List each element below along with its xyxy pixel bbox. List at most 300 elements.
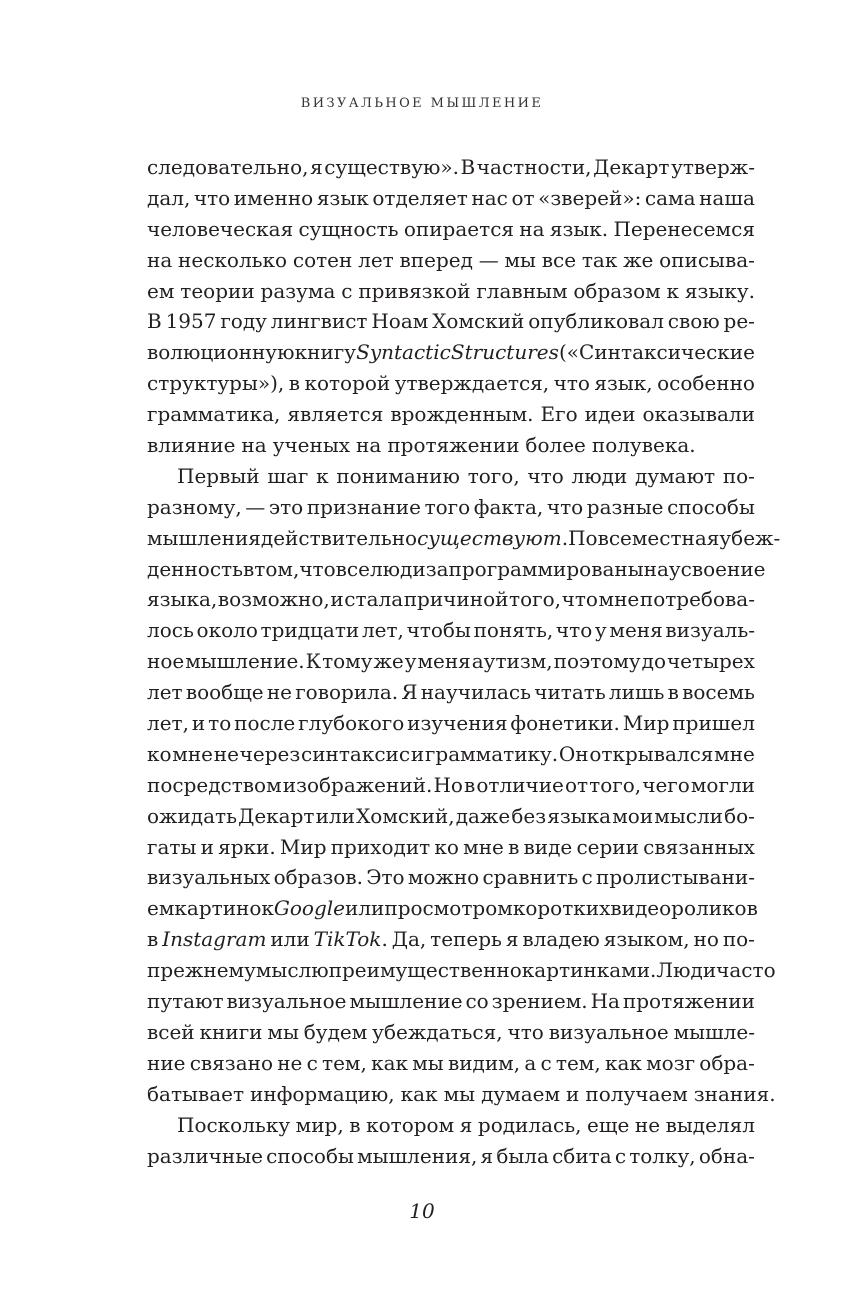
word: поэтому: [553, 649, 641, 674]
word: ное: [147, 649, 185, 674]
word: лось: [147, 618, 194, 643]
word: привязкой: [358, 278, 471, 303]
text-line: [147, 183, 755, 214]
text-line: [147, 1110, 755, 1141]
word: что: [555, 618, 593, 643]
word: Мир: [279, 834, 327, 859]
word: изучения: [407, 711, 508, 736]
word: книгу: [294, 340, 357, 365]
word: как: [371, 1050, 409, 1075]
word: способы: [266, 1143, 354, 1168]
word: языка: [547, 803, 612, 828]
text-line: [147, 1048, 755, 1079]
word: часто: [716, 958, 776, 983]
word: ем: [147, 896, 175, 921]
text-line: [147, 955, 776, 986]
word: люди: [571, 463, 628, 488]
word: не: [634, 1112, 661, 1137]
word: мозг: [646, 1050, 696, 1075]
word: протяжении: [387, 433, 520, 458]
word: в: [288, 371, 300, 396]
word: грамматику.: [424, 741, 559, 766]
word: обра-: [699, 1050, 755, 1075]
word: толку,: [629, 1143, 696, 1168]
word: сама: [644, 185, 696, 210]
word: сравнить: [482, 865, 579, 890]
word: виде: [523, 834, 573, 859]
word: Повсеместная: [568, 525, 720, 550]
word: мне: [598, 587, 640, 612]
word: и: [330, 587, 344, 612]
word: действительно: [260, 525, 418, 550]
word: запрограммированы: [425, 556, 644, 581]
word: я: [505, 927, 519, 952]
word: с: [614, 1143, 627, 1168]
word: мне: [172, 741, 214, 766]
word: убеждаться,: [372, 1019, 503, 1044]
word: понять,: [473, 618, 554, 643]
word: пришел: [672, 711, 755, 736]
word: же: [623, 247, 654, 272]
word: от: [511, 185, 535, 210]
word: приходит: [330, 834, 431, 859]
word: думают: [635, 463, 716, 488]
word: врожденным.: [390, 402, 534, 427]
word: серии: [576, 834, 639, 859]
word: открывался: [589, 741, 714, 766]
word: путают: [147, 989, 224, 1014]
word: мне: [714, 741, 755, 766]
word: язык,: [594, 371, 653, 396]
word: чтобы: [406, 618, 471, 643]
word: того,: [589, 772, 642, 797]
word: сотен: [292, 247, 353, 272]
text-line: [147, 492, 755, 523]
word: разума: [260, 278, 336, 303]
text-line: [147, 986, 755, 1017]
word: особенно: [657, 371, 755, 396]
word: теории: [180, 278, 255, 303]
word: Google: [273, 896, 345, 921]
word: Он: [558, 741, 589, 766]
text-line: [147, 214, 755, 245]
text-line: [147, 646, 755, 677]
word: зрением.: [491, 989, 588, 1014]
word: в: [464, 772, 476, 797]
word: 1957: [165, 309, 217, 334]
word: связано: [189, 1050, 273, 1075]
word: без: [511, 803, 547, 828]
word: грамматика,: [147, 402, 281, 427]
word: опубликовал: [528, 309, 664, 334]
word: на: [519, 216, 545, 241]
text-line: [147, 677, 755, 708]
word: оказывали: [642, 402, 755, 427]
word: научилась: [420, 680, 532, 705]
word: дал,: [147, 185, 191, 210]
word: Первый: [177, 463, 260, 488]
text-line: [147, 245, 755, 276]
word: Syntactic: [356, 340, 451, 365]
word: убеж-: [719, 525, 781, 550]
word: На: [590, 989, 620, 1014]
word: мы: [504, 247, 536, 272]
word: усвоение: [668, 556, 766, 581]
text-line: [147, 337, 755, 368]
word: через: [239, 741, 301, 766]
word: выделял: [665, 1112, 755, 1137]
text-line: [147, 306, 755, 337]
word: пролистывани-: [596, 865, 755, 890]
word: гаты: [147, 834, 197, 859]
text-line: [147, 276, 755, 307]
word: тому: [322, 649, 373, 674]
text-line: [147, 554, 766, 585]
word: прежнему: [147, 958, 256, 983]
text-line: [147, 893, 758, 924]
word: опирается: [403, 216, 515, 241]
word: преимущественно: [328, 958, 522, 983]
word: от: [564, 772, 589, 797]
word: визуаль-: [665, 618, 755, 643]
word: то: [208, 711, 232, 736]
word: разные: [586, 494, 664, 519]
word: картинками.: [521, 958, 657, 983]
word: не: [266, 680, 292, 705]
word: все: [541, 247, 577, 272]
word: что: [546, 494, 584, 519]
word: я: [310, 155, 323, 179]
word: в: [508, 834, 520, 859]
word: мир,: [295, 1112, 344, 1137]
word: К: [305, 649, 322, 674]
word: визуальных: [147, 865, 271, 890]
word: В: [460, 155, 476, 179]
word: а: [524, 1050, 537, 1075]
word: же: [373, 649, 404, 674]
word: лет: [147, 680, 183, 705]
word: того,: [509, 587, 562, 612]
text-line: [147, 862, 755, 893]
word: думаем: [481, 1081, 561, 1106]
word: теперь: [430, 927, 502, 952]
word: мы: [443, 1081, 476, 1106]
word: мы: [412, 1050, 444, 1075]
word: языка,: [147, 587, 218, 612]
word: к: [666, 278, 680, 303]
word: ем: [147, 278, 175, 303]
word: на: [356, 433, 382, 458]
word: лишь: [608, 680, 665, 705]
text-line: [147, 461, 755, 492]
word: но: [693, 927, 719, 952]
word: в: [147, 927, 159, 952]
word: —: [478, 247, 499, 272]
word: после: [234, 711, 296, 736]
word: восемь: [682, 680, 755, 705]
word: —: [245, 494, 266, 519]
word: вообще: [185, 680, 264, 705]
word: на: [147, 247, 173, 272]
word: с: [581, 865, 593, 890]
word: что: [553, 371, 590, 396]
word: знания.: [693, 1081, 776, 1106]
word: Декарт: [238, 803, 315, 828]
word: различные: [147, 1143, 263, 1168]
word: мне: [463, 834, 504, 859]
word: вперед: [399, 247, 473, 272]
word: бо-: [724, 803, 755, 828]
word: сущность: [298, 216, 399, 241]
word: главным: [476, 278, 568, 303]
word: признание: [306, 494, 421, 519]
word: денность: [147, 556, 244, 581]
word: или: [315, 803, 355, 828]
word: со: [465, 989, 489, 1014]
word: образом: [573, 278, 661, 303]
word: была: [496, 1143, 549, 1168]
word: разному,: [147, 494, 242, 519]
word: человеческая: [147, 216, 294, 241]
word: Structures: [450, 340, 559, 365]
text-line: [147, 615, 755, 646]
word: («Синтаксические: [559, 340, 755, 365]
word: ко: [434, 834, 459, 859]
word: мы: [267, 1019, 299, 1044]
word: котором: [366, 1112, 455, 1137]
word: факта,: [473, 494, 544, 519]
text-line: [147, 1017, 755, 1048]
word: полувека.: [591, 433, 696, 458]
word: по-: [722, 463, 755, 488]
word: идеи: [584, 402, 636, 427]
word: более: [525, 433, 586, 458]
word: ко: [147, 741, 172, 766]
text-line: [147, 1141, 755, 1172]
word: мышление: [349, 989, 463, 1014]
running-head: ВИЗУАЛЬНОЕ МЫШЛЕНИЕ: [300, 96, 544, 111]
word: глубокого: [298, 711, 405, 736]
word: лет,: [361, 618, 404, 643]
word: это: [268, 494, 304, 519]
word: фонетики.: [510, 711, 620, 736]
word: свою: [667, 309, 720, 334]
word: мышление.: [185, 649, 305, 674]
word: Это: [366, 865, 405, 890]
word: Хомский: [432, 309, 525, 334]
word: что: [527, 463, 564, 488]
word: существую».: [324, 155, 459, 179]
word: всей: [147, 1019, 195, 1044]
text-line: [147, 832, 755, 863]
word: меня: [417, 649, 471, 674]
word: я: [480, 1143, 494, 1168]
word: не: [277, 1050, 303, 1075]
word: связанных: [643, 834, 755, 859]
word: родилась,: [477, 1112, 582, 1137]
word: ожидать: [147, 803, 237, 828]
word: утверждается,: [394, 371, 550, 396]
word: языку.: [684, 278, 755, 303]
word: изображений.: [282, 772, 433, 797]
word: у: [404, 649, 417, 674]
text-line: [147, 924, 755, 955]
word: не: [213, 741, 239, 766]
word: владею: [522, 927, 600, 952]
word: В: [147, 309, 162, 334]
word: пониманию: [336, 463, 460, 488]
word: того,: [467, 463, 520, 488]
word: описыва-: [659, 247, 755, 272]
word: в: [349, 1112, 361, 1137]
word: мышления: [147, 525, 261, 550]
word: картинок: [174, 896, 274, 921]
word: что: [507, 1019, 544, 1044]
word: видим,: [447, 1050, 521, 1075]
word: язык.: [549, 216, 609, 241]
word: ре-: [723, 309, 755, 334]
word: с: [540, 1050, 552, 1075]
word: причиной: [403, 587, 509, 612]
word: Но: [433, 772, 463, 797]
word: том,: [254, 556, 300, 581]
word: тридцати: [260, 618, 360, 643]
text-line: [147, 430, 755, 461]
text-line: [147, 770, 755, 801]
word: чего: [642, 772, 690, 797]
word: сбита: [552, 1143, 612, 1168]
word: отличие: [476, 772, 564, 797]
text-line: [147, 368, 755, 399]
text-line: [147, 523, 781, 554]
word: лет: [358, 247, 394, 272]
word: читать: [534, 680, 606, 705]
word: посредством: [147, 772, 282, 797]
page-number: 10: [409, 1199, 435, 1223]
word: и: [191, 711, 206, 736]
word: именно: [233, 185, 314, 210]
word: можно: [407, 865, 480, 890]
word: или: [345, 896, 385, 921]
word: четырех: [666, 649, 755, 674]
word: «зверей»:: [538, 185, 642, 210]
word: того: [424, 494, 471, 519]
word: меня: [609, 618, 663, 643]
word: возможно,: [217, 587, 330, 612]
word: видеороликов: [610, 896, 758, 921]
word: мои: [612, 803, 654, 828]
word: TikTok.: [313, 927, 388, 952]
word: Его: [540, 402, 578, 427]
word: образов.: [273, 865, 363, 890]
word: с: [341, 278, 353, 303]
text-line: [147, 584, 755, 615]
word: тем,: [322, 1050, 367, 1075]
word: мысли: [654, 803, 723, 828]
word: которой: [304, 371, 391, 396]
word: в: [243, 556, 255, 581]
text-line: [147, 708, 755, 739]
word: несколько: [178, 247, 288, 272]
word: является: [287, 402, 384, 427]
word: лингвист: [270, 309, 368, 334]
word: как: [400, 1081, 438, 1106]
word: что: [561, 587, 598, 612]
word: Я: [401, 680, 418, 705]
word: что: [299, 556, 336, 581]
body-text: [147, 152, 781, 1171]
word: Декарт: [593, 155, 670, 179]
word: Instagram: [162, 927, 267, 952]
word: и: [200, 834, 214, 859]
word: на: [241, 433, 267, 458]
word: стала: [344, 587, 404, 612]
text-line: [147, 801, 755, 832]
word: мышления,: [357, 1143, 478, 1168]
word: еще: [587, 1112, 630, 1137]
word: шаг: [267, 463, 309, 488]
word: мышле-: [673, 1019, 755, 1044]
word: году: [220, 309, 267, 334]
word: по-: [722, 927, 755, 952]
word: на: [643, 556, 669, 581]
word: визуальное: [226, 989, 347, 1014]
word: и: [410, 741, 425, 766]
word: потребова-: [639, 587, 755, 612]
word: Хомский,: [356, 803, 455, 828]
word: у: [594, 618, 607, 643]
word: я: [459, 1112, 473, 1137]
word: в: [667, 680, 679, 705]
word: просмотром: [384, 896, 513, 921]
word: волюционную: [147, 340, 295, 365]
word: ярки.: [218, 834, 276, 859]
word: как: [604, 1050, 642, 1075]
word: ученых: [272, 433, 351, 458]
word: и: [566, 1081, 580, 1106]
word: частности,: [476, 155, 592, 179]
word: ние: [147, 1050, 186, 1075]
word: Ноам: [371, 309, 429, 334]
word: влияние: [147, 433, 236, 458]
word: протяжении: [622, 989, 755, 1014]
word: говорила.: [295, 680, 399, 705]
word: Мир: [622, 711, 670, 736]
word: аутизм,: [471, 649, 553, 674]
word: язык: [316, 185, 369, 210]
word: или: [270, 927, 310, 952]
word: структуры»),: [147, 371, 285, 396]
word: синтаксис: [301, 741, 411, 766]
word: существуют.: [417, 525, 569, 550]
word: нас: [471, 185, 508, 210]
word: утверж-: [671, 155, 755, 179]
word: Люди: [656, 958, 717, 983]
text-line: [147, 399, 755, 430]
word: даже: [455, 803, 511, 828]
text-line: [147, 1079, 776, 1110]
text-line: [147, 739, 755, 770]
word: будем: [303, 1019, 368, 1044]
word: так: [581, 247, 618, 272]
word: мыслю: [255, 958, 329, 983]
word: с: [306, 1050, 318, 1075]
word: Поскольку: [177, 1112, 291, 1137]
word: к: [316, 463, 329, 488]
word: Перенесемся: [613, 216, 755, 241]
word: все: [335, 556, 370, 581]
word: Да,: [391, 927, 427, 952]
